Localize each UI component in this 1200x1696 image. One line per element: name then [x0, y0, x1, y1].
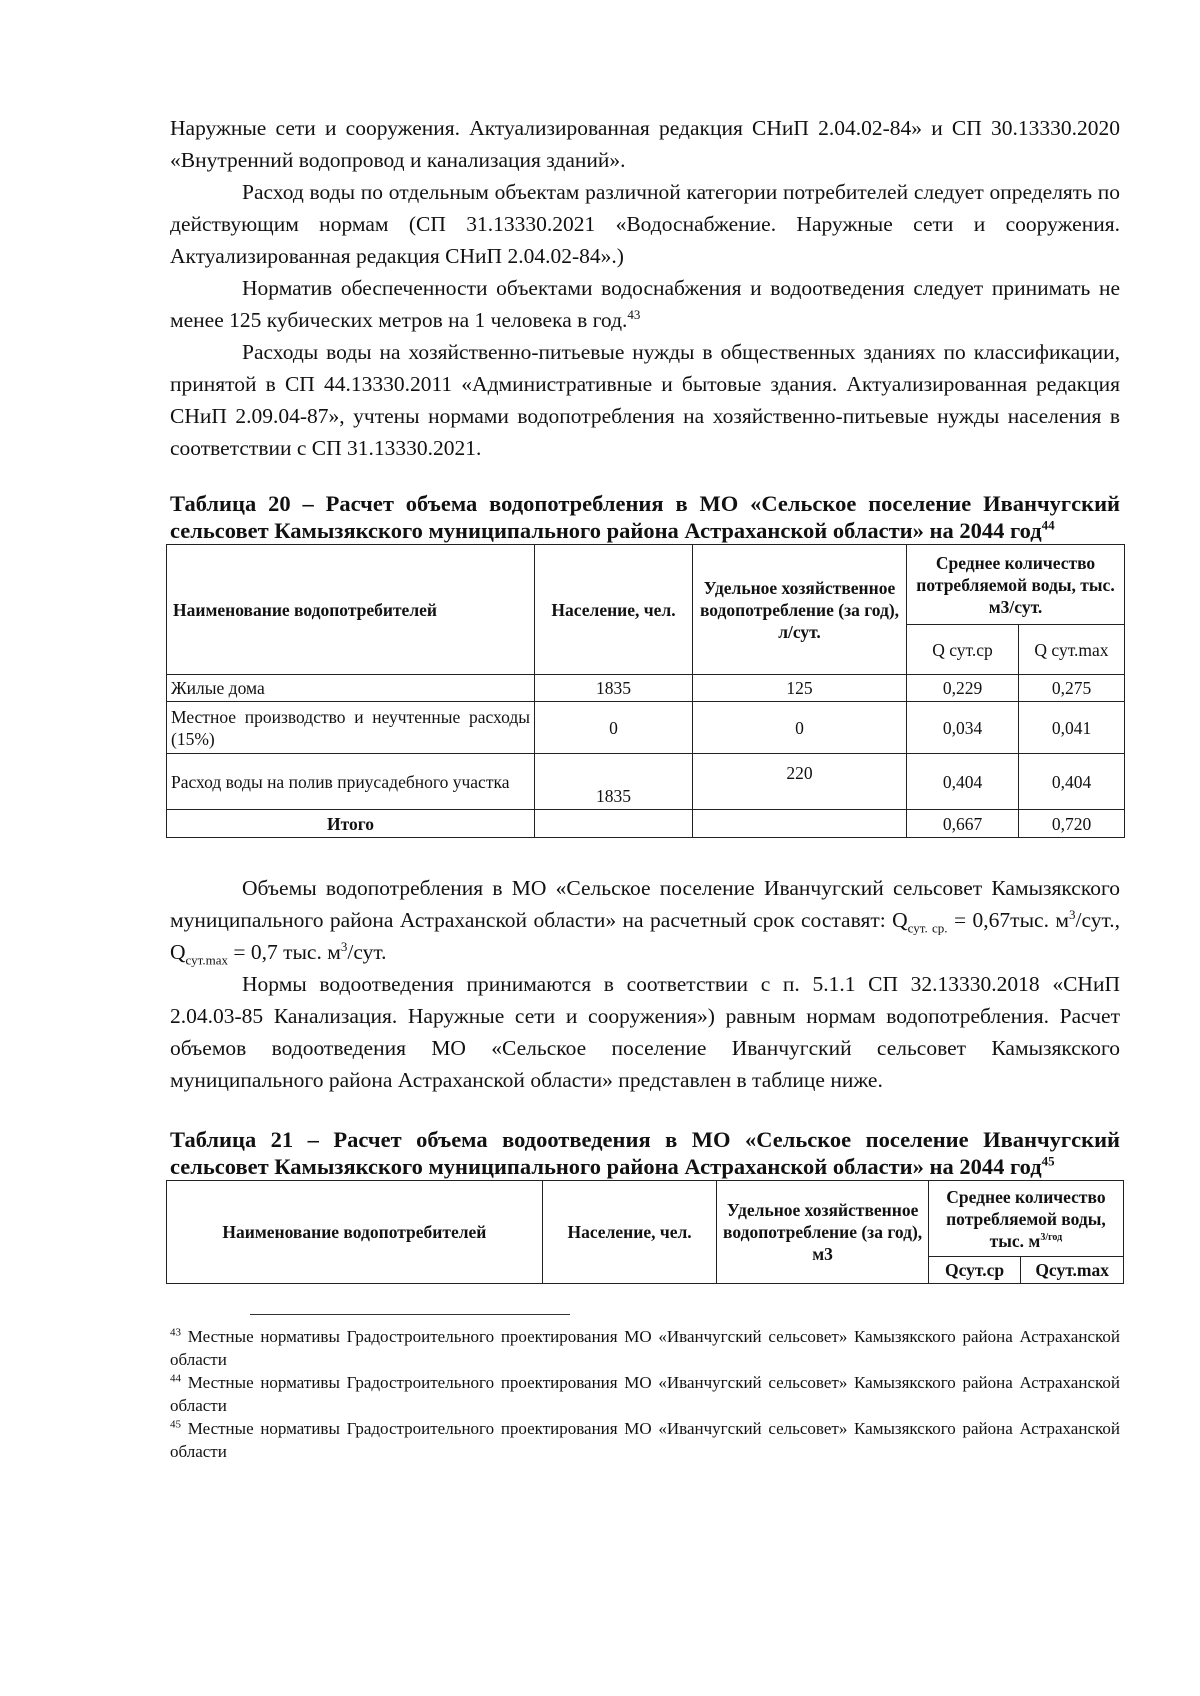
t21-header-name: Наименование водопотребителей	[167, 1181, 543, 1284]
paragraph-6: Нормы водоотведения принимаются в соответствии с п. 5.1.1 СП 32.13330.2018 «СНиП 2.04.03-85 Канализация. Наружные сети и сооружения») равным нормам водопотребления. Расчет объемов водоотведения МО «Сельское поселение Иванчугский сельсовет Камызякского муниципального района Астраханской области» представлен в таблице ниже.	[170, 972, 1120, 1092]
p5-sup-2: 3	[340, 938, 348, 954]
paragraph-3	[170, 272, 1120, 336]
t20-cell-q-avg: 0,404	[907, 754, 1019, 810]
t20-total-label: Итого	[167, 810, 535, 838]
p5-part-d: = 0,7 тыс. м	[227, 940, 341, 964]
table-21-caption-text: Таблица 21 – Расчет объема водоотведения в МО «Сельское поселение Иванчугский сельсовет Камызякского муниципального района Астраханской области» на 2044 год	[170, 1127, 1120, 1179]
table-20-caption-text: Таблица 20 – Расчет объема водопотребления в МО «Сельское поселение Иванчугский сельсовет Камызякского муниципального района Астраханской области» на 2044 год	[170, 491, 1120, 543]
paragraph-2: Расход воды по отдельным объектам различной категории потребителей следует определять по действующим нормам (СП 31.13330.2021 «Водоснабжение. Наружные сети и сооружения. Актуализированная редакция СНиП 2.04.02-84».)	[170, 180, 1120, 268]
table-21-caption	[170, 1126, 1120, 1180]
table-21	[166, 1180, 1124, 1284]
t20-cell-q-avg: 0,034	[907, 702, 1019, 754]
p5-sup-1: 3	[1068, 906, 1076, 922]
t21-header-q-max: Qсут.max	[1021, 1257, 1124, 1284]
footnote-separator	[250, 1314, 570, 1315]
t20-header-name: Наименование водопотребителей	[167, 545, 535, 675]
footnote-45-text: Местные нормативы Градостроительного проектирования МО «Иванчугский сельсовет» Камызякского района Астраханской области	[170, 1419, 1120, 1461]
footnote-43-text: Местные нормативы Градостроительного проектирования МО «Иванчугский сельсовет» Камызякского района Астраханской области	[170, 1327, 1120, 1369]
t20-cell-q-avg: 0,229	[907, 675, 1019, 702]
p5-sub-1: сут. ср.	[907, 920, 948, 936]
t20-header-average: Среднее количество потребляемой воды, тыс. м3/сут.	[907, 545, 1125, 625]
paragraph-5	[170, 872, 1120, 968]
footnote-44-text: Местные нормативы Градостроительного проектирования МО «Иванчугский сельсовет» Камызякского района Астраханской области	[170, 1373, 1120, 1415]
t21-header-specific: Удельное хозяйственное водопотребление (за год), м3	[717, 1181, 929, 1284]
footnote-43	[170, 1325, 1120, 1371]
t20-cell-population: 1835	[535, 675, 693, 702]
table-20	[166, 544, 1125, 838]
paragraph-4: Расходы воды на хозяйственно-питьевые нужды в общественных зданиях по классификации, принятой в СП 44.13330.2011 «Административные и бытовые здания. Актуализированная редакция СНиП 2.09.04-87», учтены нормами водопотребления на хозяйственно-питьевые нужды населения в соответствии с СП 31.13330.2021.	[170, 340, 1120, 460]
table-row	[167, 754, 1125, 810]
p5-part-a: Объемы водопотребления в МО «Сельское поселение Иванчугский сельсовет Камызякского муниципального района Астраханской области» на расчетный срок составят: Q	[170, 876, 1120, 932]
footnote-45-num: 45	[170, 1418, 181, 1431]
footnote-ref-45: 45	[1041, 1153, 1055, 1169]
p5-part-b: = 0,67тыс. м	[947, 908, 1069, 932]
footnote-45	[170, 1417, 1120, 1463]
table-row-total	[167, 810, 1125, 838]
paragraph-3-text: Норматив обеспеченности объектами водоснабжения и водоотведения следует принимать не менее 125 кубических метров на 1 человека в год.	[170, 276, 1120, 332]
t20-cell-q-max: 0,404	[1019, 754, 1125, 810]
t20-header-q-avg: Q сут.ср	[907, 625, 1019, 675]
document-page	[170, 112, 1120, 1463]
t20-cell-specific: 125	[693, 675, 907, 702]
t20-cell-specific: 220	[693, 754, 907, 810]
t20-cell-name: Местное производство и неучтенные расходы (15%)	[167, 702, 535, 754]
t21-header-average	[928, 1181, 1123, 1257]
t21-header-population: Население, чел.	[542, 1181, 717, 1284]
p5-part-c: /сут., Q	[170, 908, 1120, 964]
t20-cell-q-max: 0,041	[1019, 702, 1125, 754]
footnote-44	[170, 1371, 1120, 1417]
t20-cell-name: Жилые дома	[167, 675, 535, 702]
p5-sub-2: сут.max	[185, 952, 228, 968]
t21-header-average-sup: 3/год	[1040, 1231, 1063, 1243]
t20-total-specific	[693, 810, 907, 838]
table-row	[167, 675, 1125, 702]
table-row	[167, 702, 1125, 754]
t20-header-population: Население, чел.	[535, 545, 693, 675]
t21-header-average-text: Среднее количество потребляемой воды, тыс. м	[946, 1186, 1106, 1251]
footnote-43-num: 43	[170, 1326, 181, 1339]
t20-cell-population: 0	[535, 702, 693, 754]
paragraph-1: Наружные сети и сооружения. Актуализированная редакция СНиП 2.04.02-84» и СП 30.13330.2020 «Внутренний водопровод и канализация зданий».	[170, 116, 1120, 172]
t20-cell-population: 1835	[535, 754, 693, 810]
t20-total-q-avg: 0,667	[907, 810, 1019, 838]
t21-header-q-avg: Qсут.ср	[928, 1257, 1020, 1284]
footnote-ref-43: 43	[627, 306, 641, 322]
t20-header-specific: Удельное хозяйственное водопотребление (за год), л/сут.	[693, 545, 907, 675]
t20-cell-specific: 0	[693, 702, 907, 754]
footnote-ref-44: 44	[1041, 517, 1055, 533]
t20-header-q-max: Q сут.max	[1019, 625, 1125, 675]
t20-total-population	[535, 810, 693, 838]
t20-total-q-max: 0,720	[1019, 810, 1125, 838]
footnote-44-num: 44	[170, 1372, 181, 1385]
t20-cell-q-max: 0,275	[1019, 675, 1125, 702]
t20-cell-name: Расход воды на полив приусадебного участка	[167, 754, 535, 810]
p5-part-e: /сут.	[347, 940, 387, 964]
table-20-caption	[170, 490, 1120, 544]
